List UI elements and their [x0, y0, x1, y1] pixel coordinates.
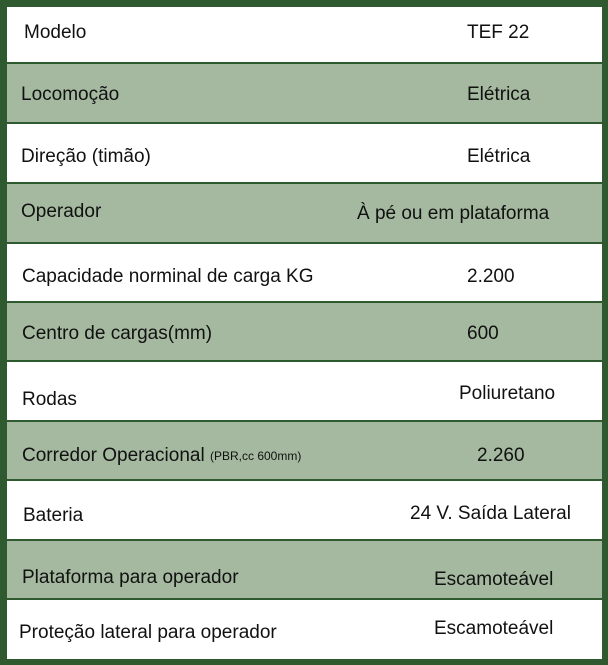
- spec-row-modelo: [7, 7, 602, 62]
- spec-label-text: Corredor Operacional: [22, 445, 205, 466]
- spec-value: Escamoteável: [434, 618, 554, 639]
- spec-label: [22, 445, 301, 467]
- spec-label: Direção (timão): [21, 146, 151, 167]
- spec-value: Poliuretano: [459, 383, 556, 404]
- spec-row-protecao-lateral: [7, 600, 602, 659]
- spec-label: Bateria: [23, 505, 84, 526]
- spec-label-note: (PBR,cc 600mm): [209, 449, 302, 463]
- spec-row-corredor-operacional: [7, 422, 602, 479]
- spec-label: Plataforma para operador: [22, 567, 239, 588]
- spec-row-capacidade: [7, 244, 602, 301]
- spec-label: Proteção lateral para operador: [19, 622, 277, 643]
- spec-value: 24 V. Saída Lateral: [410, 503, 571, 524]
- spec-value: 2.200: [467, 266, 515, 287]
- spec-rows: [7, 7, 602, 659]
- spec-label: Capacidade norminal de carga KG: [22, 266, 314, 287]
- spec-value: 2.260: [477, 445, 525, 466]
- spec-row-centro-de-cargas: [7, 303, 602, 360]
- spec-value: 600: [467, 323, 499, 344]
- spec-label: Rodas: [22, 389, 77, 410]
- spec-row-locomocao: [7, 64, 602, 122]
- spec-row-rodas: [7, 362, 602, 420]
- spec-label: Centro de cargas(mm): [22, 323, 213, 344]
- spec-label: Locomoção: [21, 84, 120, 105]
- spec-value: TEF 22: [467, 22, 530, 43]
- spec-label: Operador: [21, 201, 102, 222]
- spec-row-operador: [7, 184, 602, 242]
- spec-value: Elétrica: [467, 146, 531, 167]
- spec-row-direcao: [7, 124, 602, 182]
- spec-value: Elétrica: [467, 84, 531, 105]
- spec-row-plataforma: [7, 541, 602, 598]
- spec-label: Modelo: [24, 22, 87, 43]
- spec-row-bateria: [7, 481, 602, 539]
- spec-value: À pé ou em plataforma: [357, 203, 550, 224]
- spec-value: Escamoteável: [434, 569, 554, 590]
